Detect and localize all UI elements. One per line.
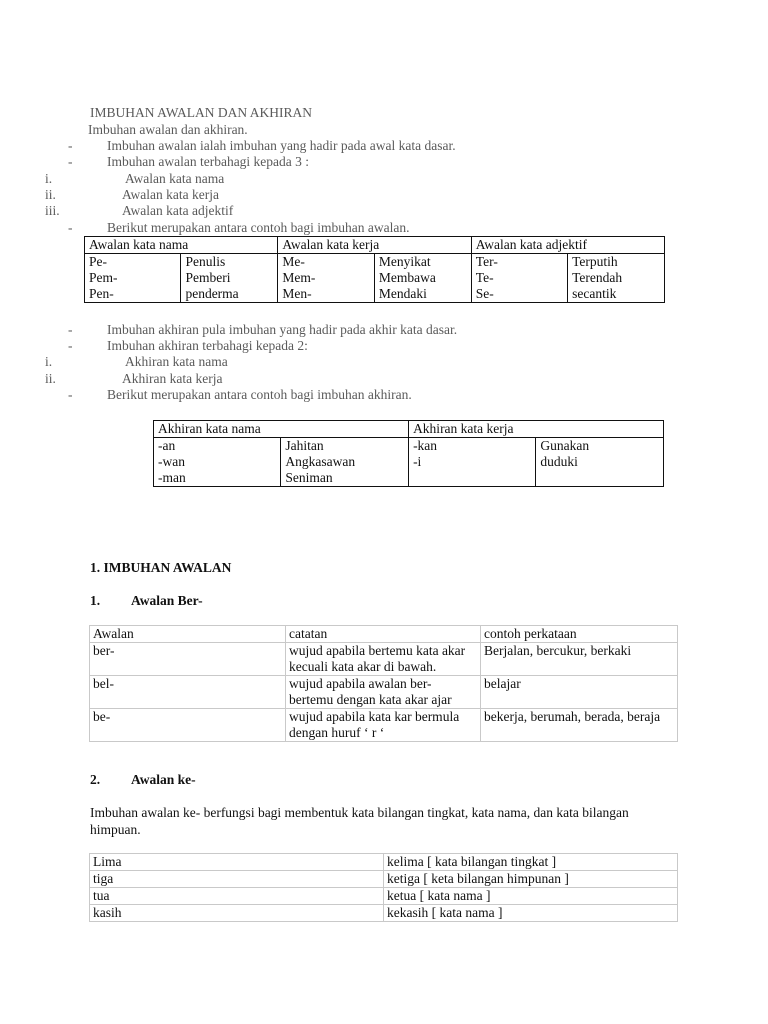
table-cell: bel- — [90, 676, 286, 709]
subsection-title: Awalan ke- — [131, 772, 196, 787]
table-cell: Terputih Terendah secantik — [568, 254, 665, 303]
akhiran-type: Akhiran kata kerja — [122, 371, 223, 386]
table-cell: bekerja, berumah, berada, beraja — [480, 709, 677, 742]
ke-table — [89, 853, 678, 922]
akhiran-table — [153, 420, 664, 487]
subsection-number: 1. — [90, 593, 101, 608]
table-header: Awalan kata kerja — [278, 237, 471, 254]
bullet-dash: - — [68, 220, 73, 235]
page-title: IMBUHAN AWALAN DAN AKHIRAN — [90, 105, 313, 120]
table-cell: Berjalan, bercukur, berkaki — [480, 643, 677, 676]
table-cell: -an -wan -man — [154, 438, 281, 487]
table-header: catatan — [286, 626, 481, 643]
bullet-dash: - — [68, 138, 73, 153]
table-cell: wujud apabila awalan ber- bertemu dengan kata akar ajar — [286, 676, 481, 709]
awalan-point-text: Imbuhan awalan terbahagi kepada 3 : — [107, 154, 310, 169]
table-cell: tiga — [90, 871, 384, 888]
subsection-number: 2. — [90, 772, 101, 787]
akhiran-point-text: Imbuhan akhiran terbahagi kepada 2: — [107, 338, 308, 353]
table-header: contoh perkataan — [480, 626, 677, 643]
roman-numeral: ii. — [45, 371, 56, 386]
table-cell: Menyikat Membawa Mendaki — [374, 254, 471, 303]
table-header: Akhiran kata nama — [154, 421, 409, 438]
awalan-type: Awalan kata adjektif — [122, 203, 234, 218]
roman-numeral: iii. — [45, 203, 60, 218]
section-title: 1. IMBUHAN AWALAN — [90, 560, 232, 575]
roman-numeral: i. — [45, 171, 53, 186]
table-cell: kelima [ kata bilangan tingkat ] — [384, 854, 678, 871]
roman-numeral: ii. — [45, 187, 56, 202]
bullet-dash: - — [68, 387, 73, 402]
table-cell: Gunakan duduki — [536, 438, 664, 487]
awalan-type: Awalan kata nama — [125, 171, 225, 186]
paragraph-line: himpuan. — [90, 822, 141, 837]
table-row — [90, 888, 678, 905]
awalan-example-intro: Berikut merupakan antara contoh bagi imbuhan awalan. — [107, 220, 410, 235]
table-cell: Ter- Te- Se- — [471, 254, 567, 303]
akhiran-type: Akhiran kata nama — [125, 354, 228, 369]
table-cell: ketiga [ keta bilangan himpunan ] — [384, 871, 678, 888]
table-row — [90, 643, 678, 676]
awalan-table — [84, 236, 665, 303]
bullet-dash: - — [68, 322, 73, 337]
table-cell: kasih — [90, 905, 384, 922]
table-row — [90, 905, 678, 922]
table-cell: belajar — [480, 676, 677, 709]
paragraph-line: Imbuhan awalan ke- berfungsi bagi membentuk kata bilangan tingkat, kata nama, dan kata bilangan — [90, 805, 629, 820]
table-cell: Lima — [90, 854, 384, 871]
table-header: Awalan kata nama — [85, 237, 278, 254]
table-cell: Pe- Pem- Pen- — [85, 254, 181, 303]
awalan-point-text: Imbuhan awalan ialah imbuhan yang hadir pada awal kata dasar. — [107, 138, 456, 153]
table-row — [90, 871, 678, 888]
roman-numeral: i. — [45, 354, 53, 369]
table-cell: Penulis Pemberi penderma — [181, 254, 278, 303]
subsection-title: Awalan Ber- — [131, 593, 203, 608]
table-header: Akhiran kata kerja — [409, 421, 664, 438]
bullet-dash: - — [68, 338, 73, 353]
table-row — [90, 709, 678, 742]
table-cell: wujud apabila kata kar bermula dengan huruf ‘ r ‘ — [286, 709, 481, 742]
table-row — [90, 676, 678, 709]
bullet-dash: - — [68, 154, 73, 169]
awalan-type: Awalan kata kerja — [122, 187, 219, 202]
table-cell: tua — [90, 888, 384, 905]
table-cell: -kan -i — [409, 438, 536, 487]
table-cell: kekasih [ kata nama ] — [384, 905, 678, 922]
akhiran-point-text: Imbuhan akhiran pula imbuhan yang hadir pada akhir kata dasar. — [107, 322, 458, 337]
table-header: Awalan — [90, 626, 286, 643]
table-cell: ketua [ kata nama ] — [384, 888, 678, 905]
table-cell: ber- — [90, 643, 286, 676]
table-cell: Me- Mem- Men- — [278, 254, 375, 303]
intro-text: Imbuhan awalan dan akhiran. — [88, 122, 248, 137]
table-cell: Jahitan Angkasawan Seniman — [281, 438, 409, 487]
table-row — [90, 854, 678, 871]
akhiran-example-intro: Berikut merupakan antara contoh bagi imbuhan akhiran. — [107, 387, 412, 402]
table-header: Awalan kata adjektif — [471, 237, 664, 254]
table-cell: wujud apabila bertemu kata akar kecuali kata akar di bawah. — [286, 643, 481, 676]
ber-table — [89, 625, 678, 742]
table-cell: be- — [90, 709, 286, 742]
